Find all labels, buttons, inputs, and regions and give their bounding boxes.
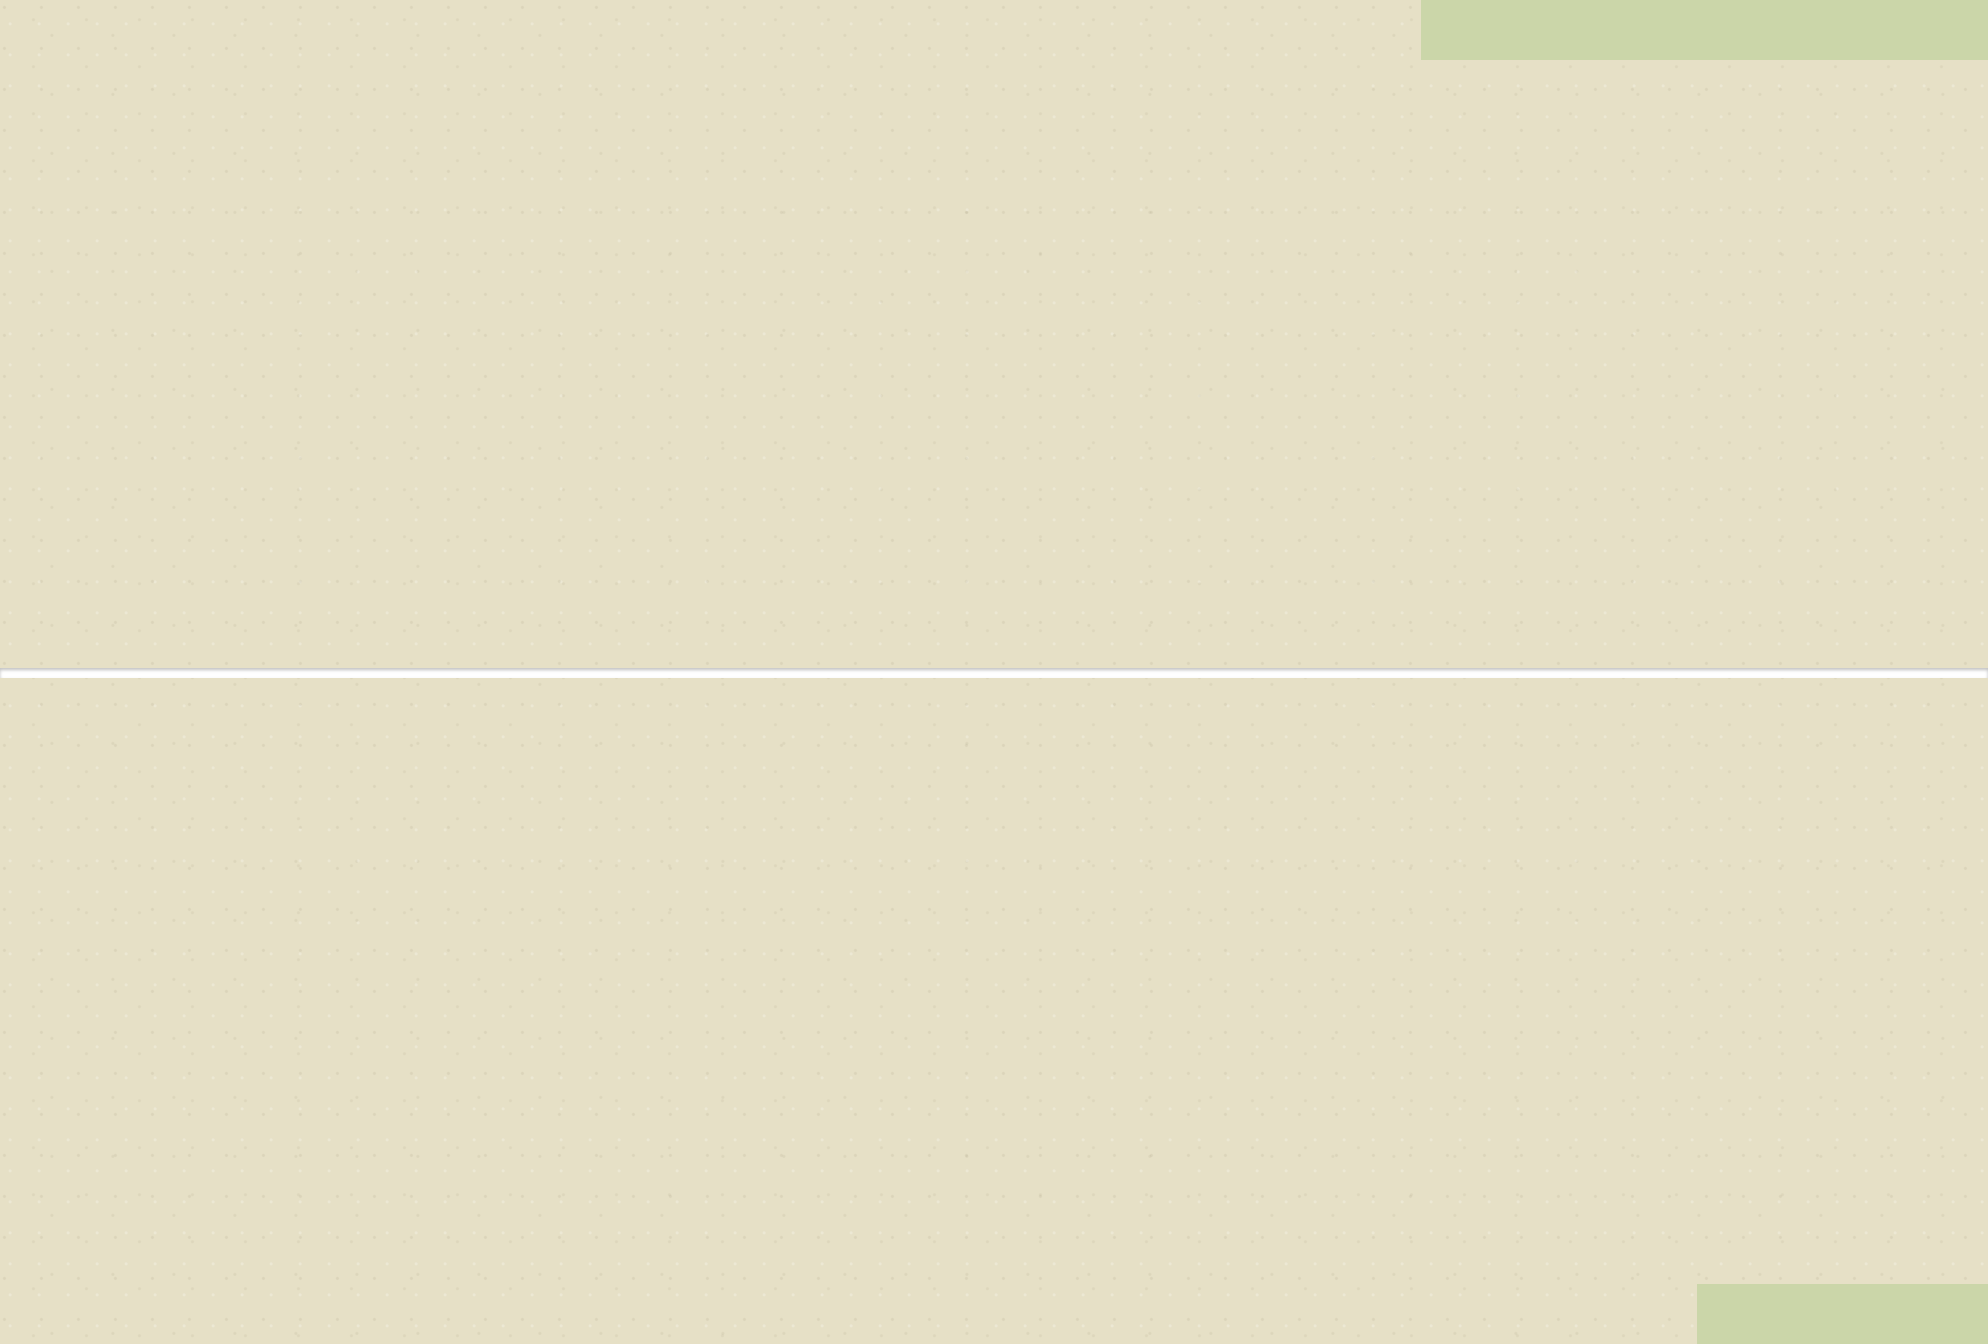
footer-separator xyxy=(1421,1302,1435,1323)
footer-week-label xyxy=(1421,1302,1435,1324)
month-banner-text xyxy=(1927,28,1952,50)
month-separator xyxy=(1944,28,1952,49)
spiral-binding xyxy=(0,618,1988,730)
footer-month-banner xyxy=(1697,1284,1988,1344)
month-separator xyxy=(1927,28,1935,49)
month-separator xyxy=(1936,28,1944,49)
month-banner xyxy=(1421,0,1988,60)
